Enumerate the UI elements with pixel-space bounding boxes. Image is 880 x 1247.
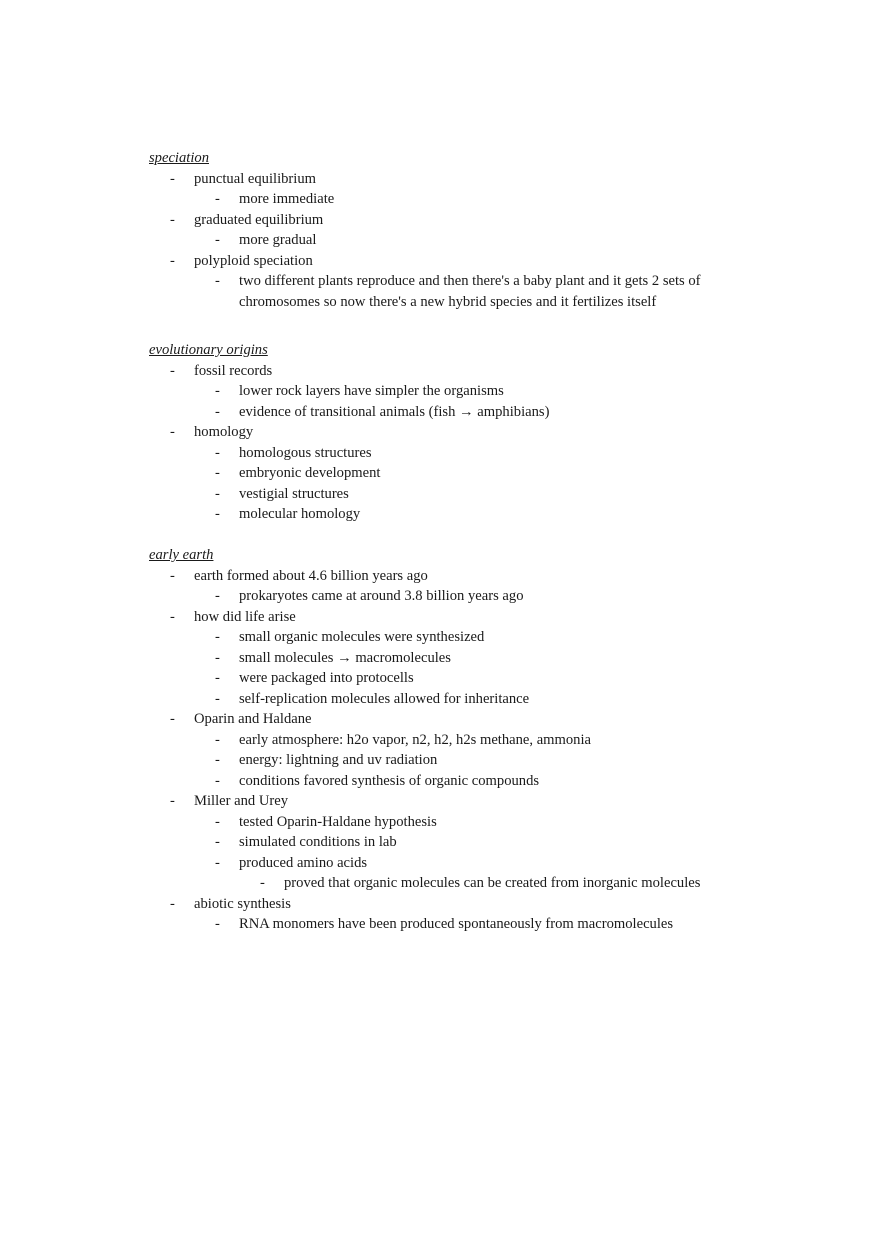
list-item-text: homology <box>194 424 254 440</box>
sub-bullet-list <box>149 914 789 935</box>
section-heading: early earth <box>149 547 214 563</box>
sub-bullet-list <box>149 271 789 312</box>
bullet-dash: - <box>215 403 220 420</box>
bullet-dash: - <box>215 629 220 645</box>
list-item <box>149 566 789 587</box>
list-item-text: prokaryotes came at around 3.8 billion years ago <box>239 588 524 604</box>
bullet-dash: - <box>215 752 220 768</box>
bullet-dash: - <box>215 670 220 686</box>
sub-bullet-list <box>149 812 789 874</box>
bullet-dash: - <box>260 875 265 891</box>
bullet-list <box>149 791 789 812</box>
list-item-text: proved that organic molecules can be created from inorganic molecules <box>284 875 701 891</box>
bullet-dash: - <box>170 793 175 809</box>
sub-sub-bullet-list <box>149 873 789 894</box>
list-item-text: homologous structures <box>239 444 372 461</box>
list-item <box>149 750 789 771</box>
bullet-dash: - <box>215 383 220 399</box>
bullet-dash: - <box>215 854 220 871</box>
list-item-text: embryonic development <box>239 465 381 481</box>
bullet-dash: - <box>170 711 175 727</box>
sub-bullet-list <box>149 730 789 792</box>
bullet-dash: - <box>215 588 220 604</box>
sub-bullet-list <box>149 381 789 422</box>
list-item <box>149 730 789 751</box>
bullet-list <box>149 169 789 190</box>
bullet-dash: - <box>170 567 175 584</box>
bullet-dash: - <box>215 813 220 830</box>
list-item <box>149 361 789 382</box>
list-item-text: were packaged into protocells <box>239 670 414 686</box>
list-item <box>149 648 789 669</box>
list-item <box>149 607 789 628</box>
list-item-text: Oparin and Haldane <box>194 711 312 727</box>
section-heading: speciation <box>149 150 209 166</box>
sub-bullet-list <box>149 189 789 210</box>
list-item-text: polyploid speciation <box>194 252 313 269</box>
list-item <box>149 169 789 190</box>
list-item <box>149 271 789 312</box>
sub-bullet-list <box>149 443 789 525</box>
list-item-text: abiotic synthesis <box>194 895 291 912</box>
bullet-dash: - <box>170 895 175 912</box>
list-item <box>149 812 789 833</box>
bullet-list <box>149 607 789 628</box>
list-item-text: graduated equilibrium <box>194 211 324 228</box>
list-item <box>149 873 789 894</box>
bullet-dash: - <box>170 252 175 269</box>
list-item-text: early atmosphere: h2o vapor, n2, h2, h2s methane, ammonia <box>239 731 592 748</box>
list-item <box>149 402 789 423</box>
bullet-dash: - <box>215 916 220 932</box>
list-item-text: lower rock layers have simpler the organisms <box>239 383 504 399</box>
bullet-dash: - <box>215 772 220 789</box>
list-item <box>149 771 789 792</box>
list-item-text: two different plants reproduce and then there's a baby plant and it gets 2 sets of chromosomes so now there's a new hybrid species and it fertilizes itself <box>239 273 701 310</box>
list-item <box>149 230 789 251</box>
list-item <box>149 189 789 210</box>
sub-bullet-list <box>149 627 789 709</box>
list-item-text: small molecules → macromolecules <box>239 649 451 666</box>
bullet-dash: - <box>170 608 175 625</box>
list-item <box>149 210 789 231</box>
sub-bullet-list <box>149 230 789 251</box>
list-item-text: small organic molecules were synthesized <box>239 629 485 645</box>
bullet-dash: - <box>215 649 220 666</box>
list-item <box>149 709 789 730</box>
list-item-text: self-replication molecules allowed for inheritance <box>239 690 530 707</box>
list-item-text: conditions favored synthesis of organic compounds <box>239 772 540 789</box>
section-speciation <box>149 148 789 312</box>
list-item-text: how did life arise <box>194 608 296 625</box>
bullet-list <box>149 566 789 587</box>
bullet-dash: - <box>215 273 220 289</box>
list-item-text: punctual equilibrium <box>194 170 316 187</box>
list-item-text: vestigial structures <box>239 485 349 502</box>
list-item <box>149 484 789 505</box>
bullet-dash: - <box>215 485 220 502</box>
bullet-dash: - <box>170 211 175 228</box>
bullet-list <box>149 422 789 443</box>
list-item <box>149 791 789 812</box>
bullet-list <box>149 210 789 231</box>
list-item-text: more gradual <box>239 232 317 248</box>
list-item <box>149 627 789 648</box>
list-item <box>149 463 789 484</box>
list-item-text: evidence of transitional animals (fish → amphibians) <box>239 403 550 420</box>
list-item <box>149 586 789 607</box>
bullet-list <box>149 251 789 272</box>
list-item <box>149 668 789 689</box>
list-item-text: more immediate <box>239 191 335 207</box>
bullet-dash: - <box>215 506 220 522</box>
bullet-dash: - <box>215 465 220 481</box>
list-item <box>149 504 789 525</box>
sub-bullet-list <box>149 586 789 607</box>
list-item-text: RNA monomers have been produced spontaneously from macromolecules <box>239 916 674 932</box>
list-item <box>149 443 789 464</box>
list-item-text: fossil records <box>194 362 273 379</box>
list-item <box>149 894 789 915</box>
bullet-dash: - <box>170 362 175 379</box>
list-item-text: produced amino acids <box>239 854 368 871</box>
bullet-list <box>149 894 789 915</box>
list-item <box>149 914 789 935</box>
list-item-text: molecular homology <box>239 506 361 522</box>
bullet-dash: - <box>215 731 220 748</box>
section-heading: evolutionary origins <box>149 342 268 358</box>
list-item-text: Miller and Urey <box>194 793 289 809</box>
list-item <box>149 853 789 874</box>
bullet-dash: - <box>170 170 175 187</box>
list-item-text: energy: lightning and uv radiation <box>239 752 438 768</box>
section-early-earth <box>149 545 789 935</box>
bullet-list <box>149 361 789 382</box>
bullet-list <box>149 709 789 730</box>
list-item <box>149 689 789 710</box>
list-item-text: simulated conditions in lab <box>239 834 397 850</box>
list-item <box>149 832 789 853</box>
list-item-text: earth formed about 4.6 billion years ago <box>194 567 428 584</box>
list-item-text: tested Oparin-Haldane hypothesis <box>239 813 437 830</box>
bullet-dash: - <box>215 834 220 850</box>
bullet-dash: - <box>170 424 175 440</box>
list-item <box>149 422 789 443</box>
bullet-dash: - <box>215 191 220 207</box>
bullet-dash: - <box>215 444 220 461</box>
bullet-dash: - <box>215 690 220 707</box>
list-item <box>149 251 789 272</box>
section-evolutionary-origins <box>149 340 789 525</box>
list-item <box>149 381 789 402</box>
bullet-dash: - <box>215 232 220 248</box>
